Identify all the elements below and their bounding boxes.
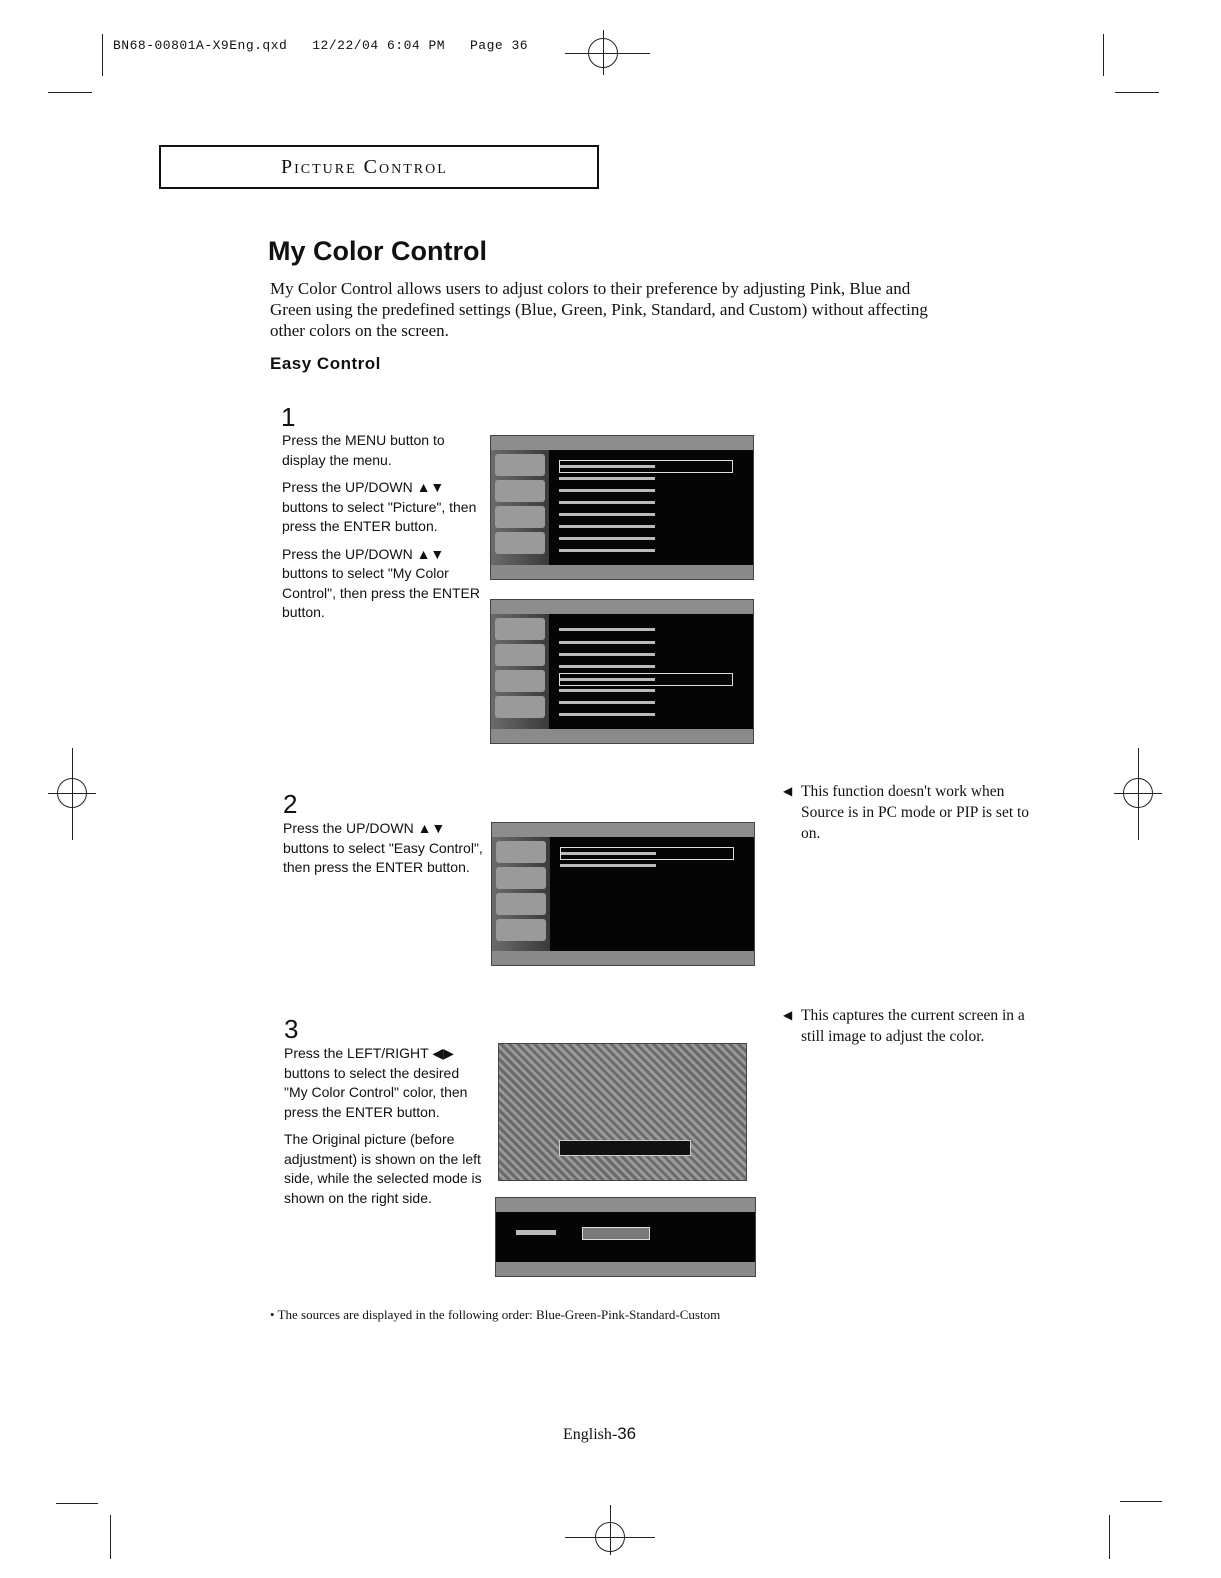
crop-mark	[1115, 92, 1159, 93]
page-number	[563, 1424, 636, 1444]
page-number-value: 36	[617, 1424, 637, 1443]
crop-mark	[56, 1503, 98, 1504]
step-text	[283, 819, 483, 886]
menu-screenshot	[490, 599, 754, 744]
section-title: Picture Control	[281, 156, 448, 178]
print-header-page: Page 36	[469, 38, 529, 53]
side-note	[783, 1005, 1051, 1047]
footnote: • The sources are displayed in the following order: Blue-Green-Pink-Standard-Custom	[270, 1307, 721, 1322]
step-text	[282, 431, 482, 631]
menu-screenshot	[490, 435, 754, 580]
step-paragraph: Press the MENU button to display the menu.	[282, 432, 445, 468]
page-title: My Color Control	[268, 236, 487, 266]
crop-mark	[102, 34, 103, 76]
registration-mark	[1114, 793, 1162, 794]
photo-screenshot	[498, 1043, 747, 1181]
print-header-date: 12/22/04	[312, 38, 379, 53]
side-note	[783, 781, 1051, 844]
step-paragraph: Press the UP/DOWN ▲▼ buttons to select "Picture", then press the ENTER button.	[282, 479, 477, 534]
step-paragraph: The Original picture (before adjustment) is shown on the left side, while the selected mode is shown on the right side.	[284, 1131, 482, 1206]
registration-mark	[72, 748, 73, 840]
registration-mark	[565, 1537, 655, 1538]
note-text: This function doesn't work when Source is in PC mode or PIP is set to on.	[801, 783, 1030, 842]
menu-screenshot	[491, 822, 755, 966]
step-number: 2	[283, 789, 298, 819]
registration-mark	[565, 53, 650, 54]
intro-paragraph: My Color Control allows users to adjust colors to their preference by adjusting Pink, Blue and Green using the predefined settings (Blue, Green, Pink, Standard, and Custom) without affecting other colors on the screen.	[270, 279, 928, 340]
crop-mark	[110, 1515, 111, 1559]
step-paragraph: Press the UP/DOWN ▲▼ buttons to select "Easy Control", then press the ENTER button.	[283, 820, 483, 875]
note-arrow-icon: ◀	[783, 784, 793, 798]
registration-mark	[48, 793, 96, 794]
crop-mark	[1109, 1515, 1110, 1559]
note-arrow-icon: ◀	[783, 1008, 793, 1022]
step-paragraph: Press the LEFT/RIGHT ◀▶ buttons to select the desired "My Color Control" color, then press the ENTER button.	[284, 1045, 468, 1120]
print-header-file: BN68-00801A-X9Eng.qxd	[113, 38, 288, 53]
step-paragraph: Press the UP/DOWN ▲▼ buttons to select "My Color Control", then press the ENTER button.	[282, 545, 480, 620]
print-header	[113, 38, 528, 53]
registration-mark	[1138, 748, 1139, 840]
section-header	[159, 145, 599, 189]
page-number-prefix: English-	[563, 1426, 618, 1443]
step-number: 1	[281, 402, 296, 432]
subsection-title: Easy Control	[270, 354, 381, 373]
note-text: This captures the current screen in a still image to adjust the color.	[801, 1007, 1025, 1045]
step-text	[284, 1044, 484, 1216]
crop-mark	[1120, 1501, 1162, 1502]
print-header-time: 6:04 PM	[386, 38, 446, 53]
registration-mark	[610, 1505, 611, 1555]
step-number: 3	[284, 1014, 299, 1044]
menu-screenshot	[495, 1197, 756, 1277]
crop-mark	[48, 92, 92, 93]
crop-mark	[1103, 34, 1104, 76]
